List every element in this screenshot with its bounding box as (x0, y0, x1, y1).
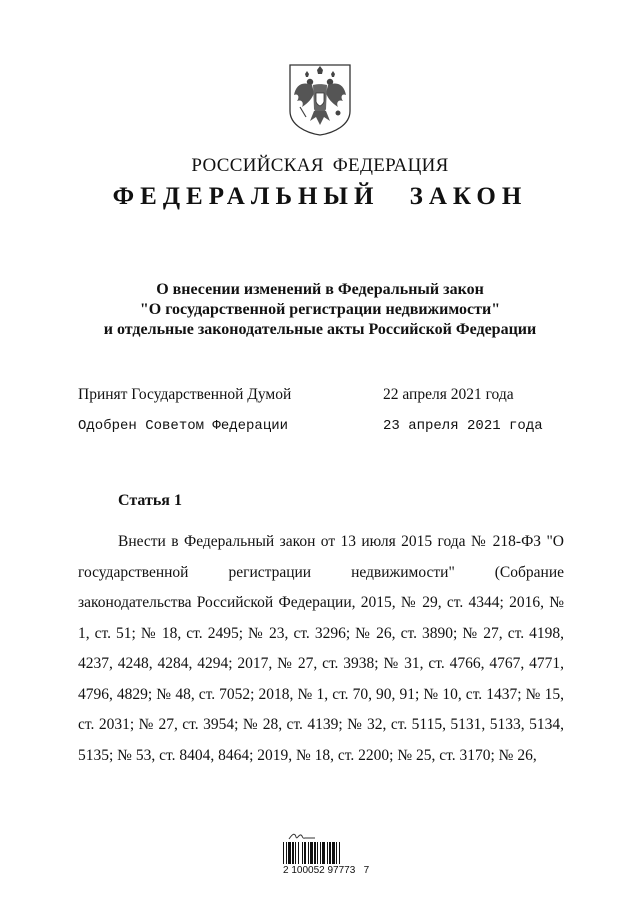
coat-of-arms-icon (288, 63, 352, 137)
barcode-bar (288, 842, 291, 864)
barcode-bar (332, 842, 335, 864)
document-type: ФЕДЕРАЛЬНЫЙ ЗАКОН (112, 183, 528, 210)
article-paragraph: Внести в Федеральный закон от 13 июля 2015 года № 218-ФЗ "О государственной регистрации недвижимости" (Собрание законодательства Российской Федерации, 2015, № 29, ст. 4344; 2016, № 1, ст. 51; № 18, ст. 2495; № 23, ст. 3296; № 26, ст. 3890; № 27, ст. 4198, 4237, 4248, 4284, 4294; 2017, № 27, ст. 3938; № 31, ст. 4766, 4767, 4771, 4796, 4829; № 48, ст. 7052; 2018, № 1, ст. 70, 90, 91; № 10, ст. 1437; № 15, ст. 2031; № 27, ст. 3954; № 28, ст. 4139; № 32, ст. 5115, 5131, 5133, 5134, 5135; № 53, ст. 8404, 8464; 2019, № 18, ст. 2200; № 25, ст. 3170; № 26, (78, 533, 564, 764)
barcode-bar (304, 842, 306, 864)
barcode-bar (295, 842, 296, 864)
signature-mark-icon (287, 831, 317, 841)
barcode-icon (283, 842, 363, 864)
barcode-bar (314, 842, 316, 864)
law-title-line: и отдельные законодательные акты Российской Федерации (103, 321, 537, 338)
barcode-bar (286, 842, 287, 864)
barcode-bar (302, 842, 303, 864)
article-body (78, 527, 564, 771)
barcode-bar (327, 842, 328, 864)
approved-by-council-label: Одобрен Советом Федерации (78, 418, 289, 434)
barcode-bar (310, 842, 313, 864)
barcode-bar (283, 842, 284, 864)
barcode-bar (320, 842, 321, 864)
barcode-bar (336, 842, 337, 864)
barcode-bar (292, 842, 294, 864)
country-name: РОССИЙСКАЯ ФЕДЕРАЦИЯ (191, 155, 449, 176)
approved-by-council-date: 23 апреля 2021 года (383, 418, 543, 434)
barcode-bar (308, 842, 309, 864)
barcode-bar (329, 842, 331, 864)
barcode-bar (339, 842, 340, 864)
barcode-number: 2 100052 97773 7 (283, 865, 370, 876)
barcode-bar (317, 842, 318, 864)
adopted-by-duma-label: Принят Государственной Думой (78, 386, 292, 403)
law-title-line: "О государственной регистрации недвижимости" (139, 301, 501, 318)
adopted-by-duma-date: 22 апреля 2021 года (383, 386, 514, 403)
barcode-bar (298, 842, 299, 864)
law-title-line: О внесении изменений в Федеральный закон (156, 281, 484, 298)
article-heading: Статья 1 (118, 492, 182, 509)
law-title (60, 280, 580, 340)
barcode-bar (322, 842, 325, 864)
